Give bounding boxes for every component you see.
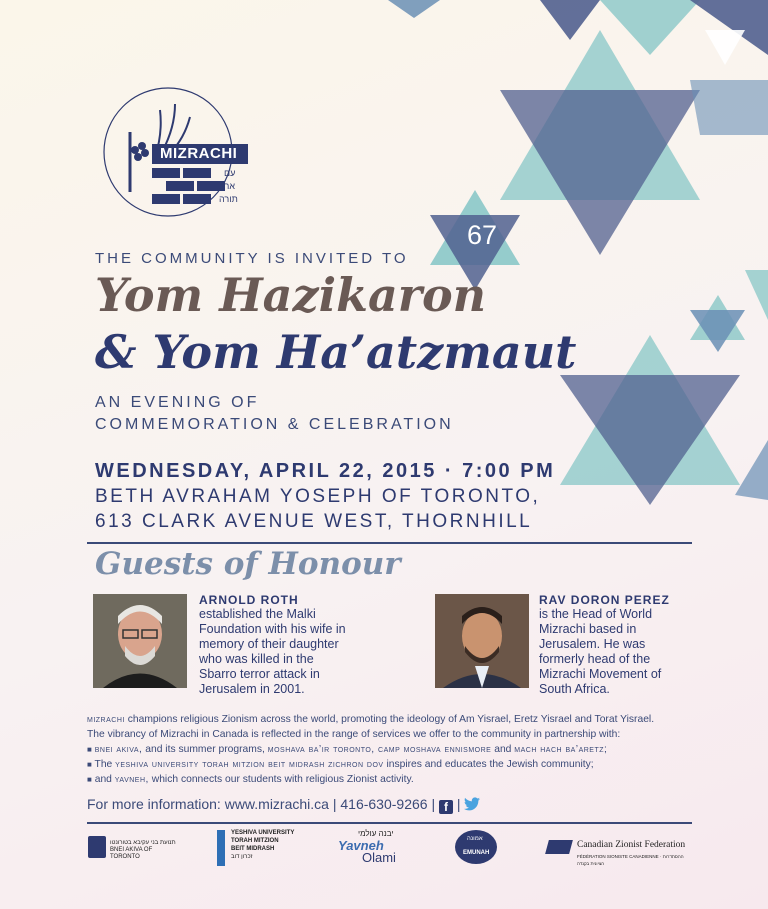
bio-line: Sbarro terror attack in bbox=[199, 667, 320, 681]
footer-divider bbox=[87, 822, 692, 824]
bnei-akiva-logo bbox=[88, 828, 178, 868]
logo-name: MIZRACHI bbox=[160, 145, 238, 162]
anniversary-badge bbox=[440, 190, 520, 270]
bio-line: formerly head of the bbox=[539, 652, 651, 666]
canadian-zionist-federation-logo bbox=[547, 828, 697, 868]
guest-photo-arnold-roth bbox=[93, 594, 187, 688]
org-name: Yavneh bbox=[338, 838, 384, 853]
org-hebrew: תנועת בני עקיבא בטורונטו bbox=[110, 840, 176, 846]
guests-heading: Guests of Honour bbox=[95, 546, 401, 582]
event-date: WEDNESDAY, APRIL 22, 2015 · 7:00 PM bbox=[95, 460, 556, 482]
org-name: Canadian Zionist Federation bbox=[577, 840, 686, 850]
logo-hebrew-3: תורה bbox=[219, 194, 238, 204]
subtitle-line1: AN EVENING OF bbox=[95, 394, 260, 411]
guest-photo-doron-perez bbox=[435, 594, 529, 688]
about-line-1: mizrachi champions religious Zionism across the world, promoting the ideology of Am Yisrael, Eretz Yisrael and Torat Yisrael. bbox=[87, 714, 655, 725]
guest-name: ARNOLD ROTH bbox=[199, 593, 299, 607]
org-name: YESHIVA UNIVERSITY bbox=[231, 830, 295, 836]
venue-line1: BETH AVRAHAM YOSEPH OF TORONTO, bbox=[95, 486, 541, 507]
org-name: EMUNAH bbox=[463, 850, 490, 856]
bio-line: who was killed in the bbox=[199, 652, 314, 666]
org-hebrew: אמונה bbox=[467, 836, 483, 842]
venue-line2: 613 CLARK AVENUE WEST, THORNHILL bbox=[95, 511, 533, 532]
contact-line bbox=[87, 796, 480, 814]
yu-emblem-icon bbox=[217, 830, 225, 866]
bio-line: established the Malki bbox=[199, 607, 316, 621]
org-name: TORAH MITZION bbox=[231, 838, 279, 844]
bio-line: Mizrachi based in bbox=[539, 622, 637, 636]
org-name: Olami bbox=[362, 850, 396, 865]
subtitle-line2: COMMEMORATION & CELEBRATION bbox=[95, 416, 454, 433]
czf-emblem-icon bbox=[545, 840, 573, 854]
about-line-2: The vibrancy of Mizrachi in Canada is reflected in the range of services we offer to the community in partnership with: bbox=[87, 729, 621, 740]
logo-hebrew-2: ארץ bbox=[220, 181, 235, 191]
about-bullet-1: ■ bnei akiva, and its summer programs, moshava ba’ir toronto, camp moshava ennismore and mach hach ba’aretz; bbox=[87, 744, 608, 755]
divider bbox=[87, 542, 692, 544]
logo-hebrew-1: עם bbox=[224, 168, 236, 178]
bio-line: Foundation with his wife in bbox=[199, 622, 346, 636]
separator: | bbox=[456, 796, 461, 812]
bio-line: Mizrachi Movement of bbox=[539, 667, 662, 681]
org-name: BNEI AKIVA OF TORONTO bbox=[110, 847, 153, 860]
emunah-logo bbox=[455, 828, 499, 868]
guest-bio bbox=[199, 607, 346, 697]
bio-line: South Africa. bbox=[539, 682, 610, 696]
twitter-icon[interactable] bbox=[464, 797, 480, 811]
event-title-line2: & Yom Ha’atzmaut bbox=[95, 325, 577, 379]
about-paragraph bbox=[87, 712, 707, 787]
org-hebrew: זכרון דוב bbox=[231, 854, 253, 860]
yavneh-olami-logo bbox=[338, 828, 418, 868]
org-subtitle: FÉDÉRATION SIONISTE CANADIENNE · ההסתדרות הציונית בקנדה bbox=[577, 854, 684, 866]
bio-line: memory of their daughter bbox=[199, 637, 339, 651]
badge-number: 67 bbox=[466, 220, 498, 250]
guest-name: RAV DORON PEREZ bbox=[539, 593, 670, 607]
org-hebrew: יבנה עולמי bbox=[358, 829, 394, 838]
contact-text[interactable]: For more information: www.mizrachi.ca | 416-630-9266 | bbox=[87, 796, 436, 812]
invite-line: THE COMMUNITY IS INVITED TO bbox=[95, 250, 409, 267]
about-bullet-3: ■ and yavneh, which connects our students with religious Zionist activity. bbox=[87, 774, 414, 785]
org-name: BEIT MIDRASH bbox=[231, 846, 275, 852]
yu-torah-mitzion-logo bbox=[213, 828, 313, 868]
about-bullet-2: ■ The yeshiva university torah mitzion beit midrash zichron dov inspires and educates the Jewish community; bbox=[87, 759, 594, 770]
event-title-line1: Yom Hazikaron bbox=[95, 268, 487, 322]
bnei-akiva-emblem-icon bbox=[88, 836, 106, 858]
bio-line: is the Head of World bbox=[539, 607, 653, 621]
guest-bio bbox=[539, 607, 661, 697]
bio-line: Jerusalem in 2001. bbox=[199, 682, 305, 696]
mizrachi-logo bbox=[100, 82, 255, 222]
facebook-icon[interactable]: f bbox=[439, 800, 453, 814]
bio-line: Jerusalem. He was bbox=[539, 637, 646, 651]
